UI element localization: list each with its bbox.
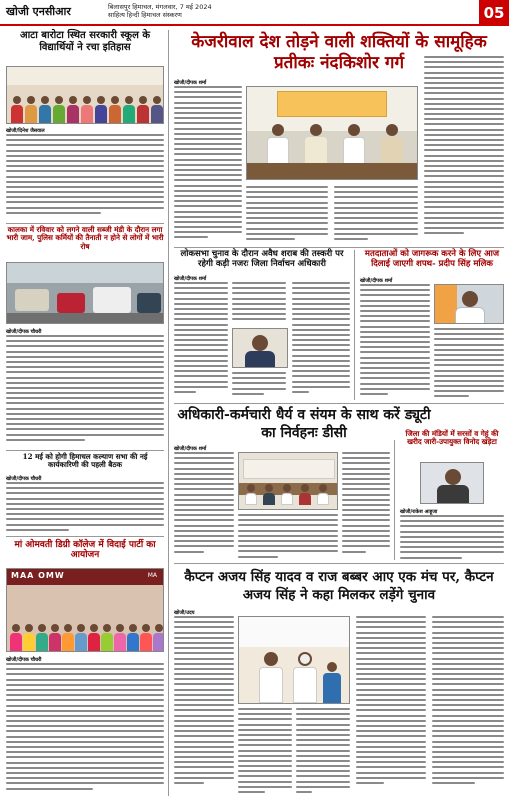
body-captain-col3 (296, 708, 350, 796)
photo-deputy-commissioner (420, 462, 484, 504)
photo-students (6, 66, 164, 124)
headline-dc: अधिकारी-कर्मचारी धैर्य व संयम के साथ करें ड्यूटी का निर्वहनः डीसी (177, 407, 431, 441)
photo-farewell-party (6, 568, 164, 652)
body-kalka (6, 335, 164, 447)
headline-kalka: कालका में रविवार को लगने वाली सब्जी मंडी के दौरान लगा भारी जाम, पुलिस कर्मियों की तैनाती न होने से लोगों में भारी रोष (6, 225, 164, 251)
body-school-history (6, 134, 164, 220)
byline-dc: खोजी/दीपक शर्मा (174, 446, 207, 452)
body-liquor-col2 (232, 282, 286, 326)
body-liquor-col1 (174, 282, 228, 400)
masthead-brand: खोजी एनसीआर (6, 5, 71, 18)
article-school-history (6, 30, 164, 53)
masthead-dateline (108, 3, 212, 19)
article-welfare (6, 453, 164, 470)
body-captain-col4 (356, 616, 426, 796)
body-captain-col2 (238, 708, 292, 796)
article-kalka (6, 226, 164, 251)
body-liquor-col3 (292, 282, 350, 400)
byline-liquor: खोजी/दीपक शर्मा (174, 276, 207, 282)
article-captain (174, 568, 504, 604)
body-omwati (6, 663, 164, 795)
headline-captain: कैप्टन अजय सिंह यादव व राज बब्बर आए एक मंच पर, कैप्टन अजय सिंह ने कहा मिलकर लड़ेंगे चुनाव (184, 569, 494, 603)
photo-press-conference (246, 86, 418, 180)
photo-election-officer (232, 328, 288, 368)
body-welfare (6, 482, 164, 534)
page-header (0, 0, 509, 26)
college-banner-sub: MA (147, 572, 157, 579)
body-captain-col5 (432, 616, 504, 796)
body-voters-col1 (360, 284, 430, 400)
photo-captain-raj-babbar (238, 616, 350, 704)
byline-voters: खोजी/दीपक शर्मा (360, 278, 393, 284)
body-kejriwal-col4 (424, 56, 504, 244)
article-voters (360, 250, 504, 270)
article-omwati (6, 540, 164, 561)
headline-mandi: जिला की मंडियों में सरसों व गेहूं की खरीद जारी-उपायुक्त विनोद खड़ेटा (405, 429, 499, 447)
byline-school-history: खोजी/दिनेश जैसवाल (6, 128, 45, 134)
dateline: बिलासपुर हिमाचल, मंगलवार, 7 मई 2024 (108, 3, 212, 11)
headline-kejriwal: केजरीवाल देश तोड़ने वाली शक्तियों के सामूहिक प्रतीकः नंदकिशोर गर्ग (191, 32, 487, 73)
headline-omwati: मां ओमवती डिग्री कॉलेज में विदाई पार्टी का आयोजन (14, 540, 156, 561)
headline-welfare: 12 मई को होगी हिमाचल कल्याण सभा की नई कार्यकारिणी की पहली बैठक (22, 452, 148, 470)
article-liquor (174, 250, 350, 270)
body-kejriwal-col3 (334, 186, 418, 244)
body-kejriwal-col1 (174, 86, 242, 244)
byline-kalka: खोजी/दीपक चौधरी (6, 329, 42, 335)
photo-pradeep-malik (434, 284, 504, 324)
body-dc-col2 (238, 514, 338, 560)
body-dc-col1 (174, 452, 234, 560)
body-liquor-col2b (232, 372, 286, 400)
byline-omwati: खोजी/दीपक चौधरी (6, 657, 42, 663)
article-dc (174, 406, 434, 442)
byline-mandi: खोजी/राकेश आहूजा (400, 509, 438, 515)
body-mandi (400, 515, 504, 560)
byline-welfare: खोजी/दीपक चौधरी (6, 476, 42, 482)
body-captain-col1 (174, 616, 234, 796)
headline-school-history: आटा बारोटा स्थित सरकारी स्कूल के विद्यार्थियों ने रचा इतिहास (19, 30, 151, 53)
page-number: 05 (479, 0, 509, 26)
edition-line: साहित्य हिन्दी हिमाचल संस्करण (108, 11, 182, 19)
headline-voters: मतदाताओं को जागरूक करने के लिए आज दिलाई जाएगी शपथ- प्रदीप सिंह मलिक (364, 249, 500, 269)
headline-liquor: लोकसभा चुनाव के दौरान अवैध शराब की तस्करी पर रहेगी कड़ी नजरः जिला निर्वाचन अधिकारी (180, 249, 344, 269)
body-kejriwal-col2 (246, 186, 328, 244)
photo-traffic-jam (6, 262, 164, 324)
byline-kejriwal: खोजी/दीपक शर्मा (174, 80, 207, 86)
photo-dc-meeting (238, 452, 338, 510)
body-voters-col2 (434, 328, 504, 400)
article-mandi (400, 430, 504, 447)
body-dc-col3 (342, 452, 390, 560)
byline-captain: खोजी/उदय (174, 610, 195, 616)
college-banner: MAA OMW (11, 571, 65, 580)
